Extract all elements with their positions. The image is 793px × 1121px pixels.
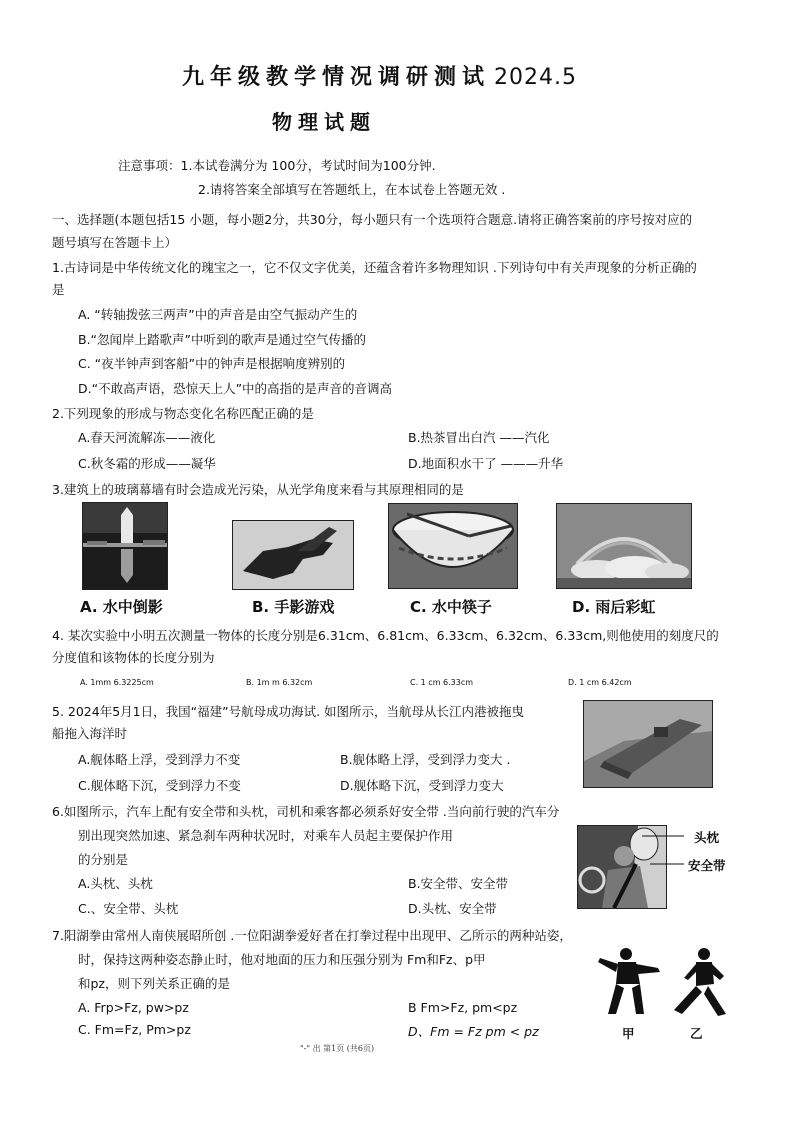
q5-option-c: C.舰体略下沉，受到浮力不变	[78, 778, 241, 793]
q7-option-d: D、Fm = Fz pm < pz	[408, 1024, 539, 1039]
q6-option-d: D.头枕、安全带	[408, 901, 497, 916]
q5-option-a: A.舰体略上浮，受到浮力不变	[78, 752, 241, 767]
stance-jia-label: 甲	[622, 1026, 635, 1041]
stance-yi-figure	[668, 944, 732, 1020]
page-title: 九年级教学情况调研测试 2024.5	[182, 64, 577, 90]
q1-option-b: B.“忽闻岸上踏歌声”中听到的歌声是通过空气传播的	[78, 332, 367, 347]
headrest-label: 头枕	[694, 830, 720, 845]
notice-line-2: 2.请将答案全部填写在答题纸上，在本试卷上答题无效 .	[198, 182, 506, 197]
hand-shadow-photo	[232, 520, 354, 590]
q4-option-d: D. 1 cm 6.42cm	[568, 678, 632, 687]
q7-option-b: B Fm>Fz, pm<pz	[408, 1000, 518, 1015]
q7-stem-line-3: 和pz，则下列关系正确的是	[78, 976, 230, 991]
q1-stem-line-2: 是	[52, 282, 65, 297]
q1-option-a: A. “转轴拨弦三两声”中的声音是由空气振动产生的	[78, 307, 358, 322]
aircraft-carrier-photo	[583, 700, 713, 788]
q1-option-c: C. “夜半钟声到客船”中的钟声是根据响度辨别的	[78, 356, 346, 371]
q5-option-b: B.舰体略上浮，受到浮力变大 .	[340, 752, 511, 767]
q6-label-leaders	[640, 828, 690, 868]
rainbow-photo	[556, 503, 692, 589]
q3-caption-d: D. 雨后彩虹	[572, 598, 656, 616]
q6-stem-line-2: 别出现突然加速、紧急刹车两种状况时，对乘车人员起主要保护作用	[78, 828, 454, 843]
q3-stem: 3.建筑上的玻璃幕墙有时会造成光污染，从光学角度来看与其原理相同的是	[52, 482, 464, 497]
q2-option-b: B.热茶冒出白汽 ——汽化	[408, 430, 550, 445]
q4-option-a: A. 1mm 6.3225cm	[80, 678, 154, 687]
q3-caption-b: B. 手影游戏	[252, 598, 335, 616]
section-intro-line-1: 一、选择题(本题包括15 小题，每小题2分，共30分，每小题只有一个选项符合题意.请将正确答案前的序号按对应的	[52, 212, 693, 227]
q4-stem-line-2: 分度值和该物体的长度分别为	[52, 650, 215, 665]
exam-date: 2024.5	[494, 65, 577, 90]
q2-option-c: C.秋冬霜的形成——凝华	[78, 456, 216, 471]
q6-option-b: B.安全带、安全带	[408, 876, 509, 891]
q2-option-a: A.春天河流解冻——液化	[78, 430, 216, 445]
notice-line-1: 注意事项：1.本试卷满分为 100分，考试时间为100分钟.	[118, 158, 436, 173]
q7-stem-line-2: 时，保持这两种姿态静止时，他对地面的压力和压强分别为 Fm和Fz、p甲	[78, 952, 486, 967]
q5-stem-line-1: 5. 2024年5月1日，我国“福建”号航母成功海试. 如图所示，当航母从长江内港被拖曳	[52, 704, 525, 719]
page-subtitle: 物理试题	[272, 110, 376, 134]
q4-option-b: B. 1m m 6.32cm	[246, 678, 313, 687]
q5-option-d: D.舰体略下沉，受到浮力变大	[340, 778, 504, 793]
q2-stem: 2.下列现象的形成与物态变化名称匹配正确的是	[52, 406, 314, 421]
stance-yi-label: 乙	[690, 1026, 703, 1041]
q6-option-a: A.头枕、头枕	[78, 876, 153, 891]
q6-stem-line-3: 的分别是	[78, 852, 129, 867]
page-footer: "-" 出 第1页 (共6页)	[300, 1044, 375, 1053]
q7-stem-line-1: 7.阳湖拳由常州人南侠展昭所创 .一位阳湖拳爱好者在打拳过程中出现甲、乙所示的两种站姿，	[52, 928, 572, 943]
q5-stem-line-2: 船拖入海洋时	[52, 726, 128, 741]
q1-option-d: D.“不敢高声语，恐惊天上人”中的高指的是声音的音调高	[78, 381, 393, 396]
chopsticks-bowl-photo	[388, 503, 518, 589]
q7-option-a: A. Frp>Fz, pw>pz	[78, 1000, 189, 1015]
reflection-photo	[82, 502, 168, 590]
q6-stem-line-1: 6.如图所示，汽车上配有安全带和头枕，司机和乘客都必须系好安全带 .当向前行驶的汽车分	[52, 804, 560, 819]
q6-option-c: C.、安全带、头枕	[78, 901, 179, 916]
q4-option-c: C. 1 cm 6.33cm	[410, 678, 474, 687]
stance-jia-figure	[596, 944, 666, 1020]
seatbelt-label: 安全带	[688, 858, 726, 873]
q2-option-d: D.地面积水干了 ———升华	[408, 456, 564, 471]
q3-caption-c: C. 水中筷子	[410, 598, 492, 616]
q7-option-c: C. Fm=Fz, Pm>pz	[78, 1022, 191, 1037]
q4-stem-line-1: 4. 某次实验中小明五次测量一物体的长度分别是6.31cm、6.81cm、6.33cm、6.32cm、6.33cm,则他使用的刻度尺的	[52, 628, 719, 643]
q1-stem-line-1: 1.古诗词是中华传统文化的瑰宝之一，它不仅文字优美，还蕴含着许多物理知识 .下列诗句中有关声现象的分析正确的	[52, 260, 697, 275]
q3-caption-a: A. 水中倒影	[80, 598, 163, 616]
section-intro-line-2: 题号填写在答题卡上）	[52, 235, 178, 250]
